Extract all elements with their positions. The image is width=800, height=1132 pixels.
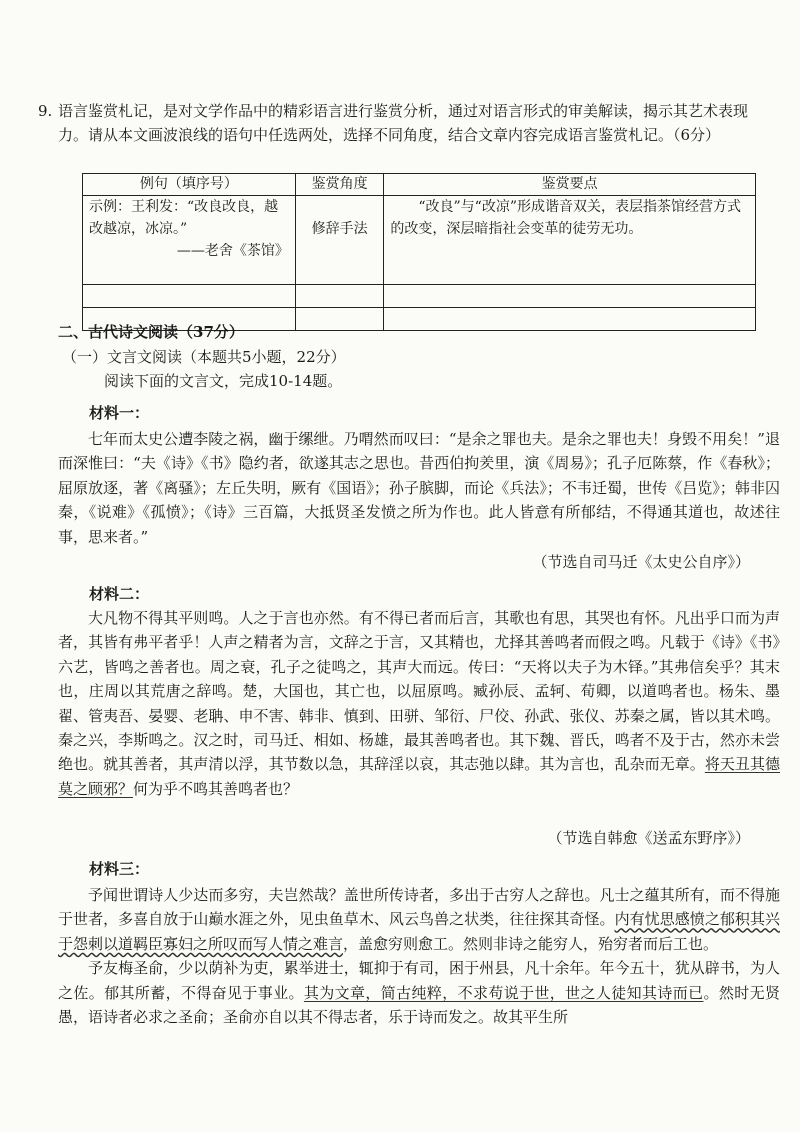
material-1-paragraph: 七年而太史公遭李陵之祸，幽于缧绁。乃喟然而叹曰：“是余之罪也夫。是余之罪也夫！身毁不用矣！”退而深惟曰：“夫《诗》《书》隐约者，欲遂其志之思也。昔西伯拘羑里，演《周易》；孔子厄陈蔡，作《春秋》；屈原放逐，著《离骚》；左丘失明，厥有《国语》；孙子膑脚，而论《兵法》；不韦迁蜀，世传《吕览》；韩非囚秦，《说难》《孤愤》；《诗》三百篇，大抵贤圣发愤之所为作也。此人皆意有所郁结，不得通其道也，故述往事，思来者。”: [58, 430, 780, 546]
material-3-text: 予友梅圣俞，少以荫补为吏，累举进士，辄抑于有司，困于州县，凡十余年。年今五十，犹从辟书，为人之佐。郁其所蓄，不得奋见于事业。: [58, 959, 780, 1002]
material-1-text: [58, 427, 780, 549]
blank-cell[interactable]: [83, 285, 296, 308]
blank-cell[interactable]: [295, 285, 384, 308]
material-3-text: 予闻世谓诗人少达而多穷，夫岂然哉？盖世所传诗者，多出于古穷人之辞也。凡士之蕴其所有，而不得施于世者，多喜自放于山巅水涯之外，见虫鱼草木、风云鸟兽之状类，往往探其奇怪。: [58, 886, 780, 929]
material-2-text-a: 大凡物不得其平则鸣。人之于言也亦然。有不得已者而后言，其歌也有思，其哭也有怀。凡出乎口而为声者，其皆有弗平者乎！人声之精者为言，文辞之于言，又其精也，尤择其善鸣者而假之鸣。凡载于《诗》《书》六艺，皆鸣之善者也。周之衰，孔子之徒鸣之，其声大而远。传曰：“天将以夫子为木铎。”其弗信矣乎？其末也，庄周以其荒唐之辞鸣。楚，大国也，其亡也，以屈原鸣。臧孙辰、孟轲、荀卿，以道鸣者也。杨朱、墨翟、管夷吾、晏婴、老聃、申不害、韩非、慎到、田骈、邹衍、尸佼、孙武、张仪、苏秦之属，皆以其术鸣。秦之兴，李斯鸣之。汉之时，司马迁、相如、杨雄，最其善鸣者也。其下魏、晋氏，鸣者不及于古，然亦未尝绝也。就其善者，其声清以浮，其节数以急，其辞淫以哀，其志弛以肆。其为言也，乱杂而无章。: [58, 609, 780, 774]
wavy-underlined-sentence: 内有忧思感愤之郁积其兴于怨刺以道羁臣寡妇之所叹而写人情之难言: [58, 910, 780, 953]
material-3-text: 。然时无贤愚，语诗者必求之圣俞；圣俞亦自以其不得志者，乐于诗而发之。故其平生所: [58, 983, 780, 1027]
underlined-sentence: 将天丑其德莫之顾邪？: [58, 755, 780, 798]
material-2-title: 材料二：: [89, 585, 150, 603]
section-title: 二、古代诗文阅读（37分）: [58, 323, 244, 341]
table-header-row: [83, 174, 756, 196]
material-3-paragraph-2: [58, 956, 780, 1029]
example-source: ——老舍《茶馆》: [176, 243, 289, 259]
example-angle: 修辞手法: [295, 196, 384, 285]
underlined-sentence: 其为文章，简古纯粹，不求苟说于世，世之人徒知其诗而已: [303, 983, 704, 1002]
example-cell: [83, 196, 296, 285]
table-row-blank: [83, 285, 756, 308]
subsection-title: （一）文言文阅读（本题共5小题，22分）: [62, 348, 346, 366]
table-row-example: [83, 196, 756, 285]
question-9-text: 语言鉴赏札记，是对文学作品中的精彩语言进行鉴赏分析，通过对语言形式的审美解读，揭示其艺术表现力。请从本文画波浪线的语句中任选两处，选择不同角度，结合文章内容完成语言鉴赏札记。（6分）: [58, 102, 749, 144]
material-3-text: ，盖愈穷则愈工。然则非诗之能穷人，殆穷者而后工也。: [343, 934, 719, 953]
material-2-text-c: 何为乎不鸣其善鸣者也？: [133, 779, 299, 798]
material-3-text: [58, 883, 780, 1029]
material-1-source: （节选自司马迁《太史公自序》）: [532, 553, 750, 571]
material-2-source: （节选自韩愈《送孟东野序》）: [547, 829, 750, 847]
header-angle: 鉴赏角度: [295, 174, 384, 196]
example-point: “改良”与“改凉”形成谐音双关，表层指茶馆经营方式的改变，深层暗指社会变革的徒劳无功。: [384, 196, 756, 285]
material-3-paragraph-1: [58, 883, 780, 956]
example-quote: 示例：王利发：“改良改良，越改越凉，冰凉。”: [89, 199, 279, 237]
blank-cell[interactable]: [384, 285, 756, 308]
question-number: 9.: [38, 102, 53, 120]
material-1-title: 材料一：: [89, 404, 150, 422]
material-3-title: 材料三：: [89, 860, 150, 878]
appreciation-table: [82, 173, 756, 331]
material-2-paragraph: [58, 606, 780, 801]
material-2-text: [58, 606, 780, 801]
header-points: 鉴赏要点: [384, 174, 756, 196]
question-9: [38, 99, 758, 147]
instruction: 阅读下面的文言文，完成10-14题。: [104, 372, 343, 390]
header-example: 例句（填序号）: [83, 174, 296, 196]
